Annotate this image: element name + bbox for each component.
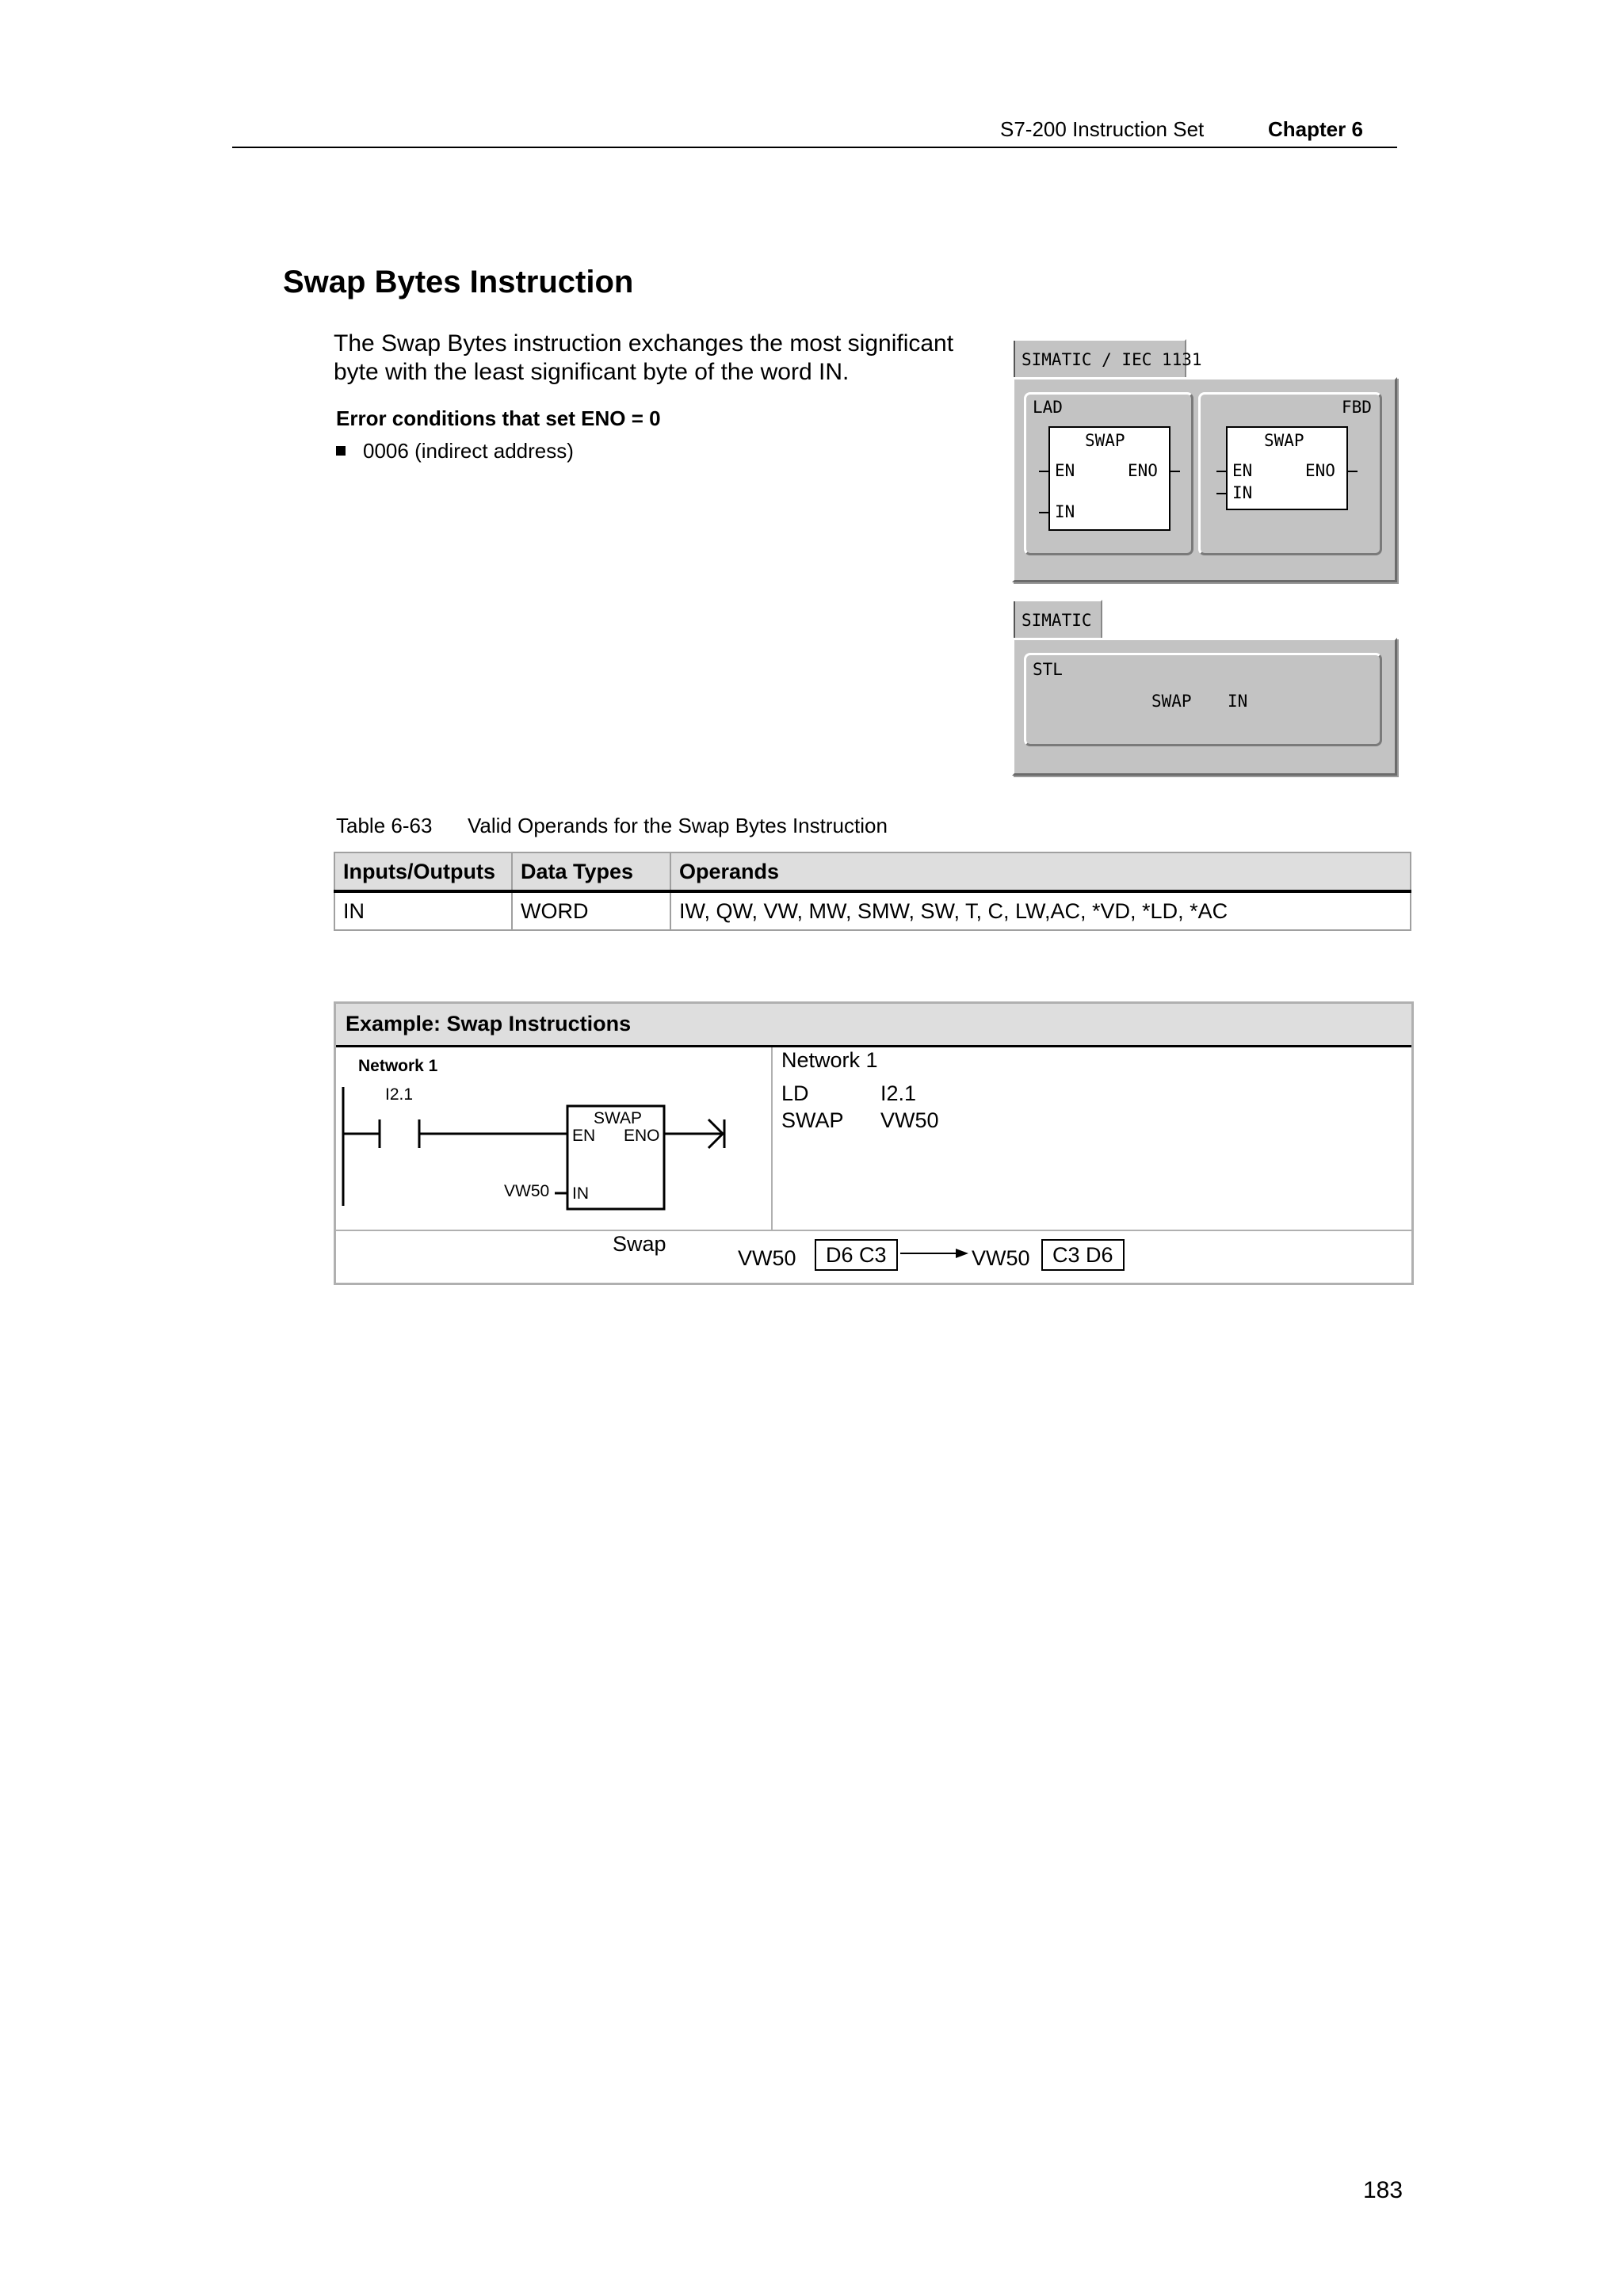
stl-figure-panel (1012, 638, 1397, 776)
arrow-right-icon (900, 1245, 970, 1261)
description: The Swap Bytes instruction exchanges the most significant byte with the least significant byte of the word IN. (334, 330, 954, 385)
stl-op: SWAP (1151, 692, 1192, 711)
fbd-box-in: IN (1232, 483, 1253, 502)
fbd-box-eno: ENO (1305, 461, 1335, 480)
lad-box-name: SWAP (1085, 431, 1125, 450)
lad-label: LAD (1033, 398, 1063, 417)
fbd-in-lead (1216, 493, 1228, 494)
table-cell: IN (334, 891, 512, 930)
stl-line-arg: VW50 (880, 1108, 939, 1132)
lad-box-eno: ENO (1128, 461, 1158, 480)
table-caption: Valid Operands for the Swap Bytes Instruction (468, 814, 888, 837)
error-conditions-title: Error conditions that set ENO = 0 (336, 406, 661, 430)
fbd-swap-box (1226, 426, 1348, 510)
lad-box-in: IN (572, 1184, 589, 1203)
table-header-cell: Operands (670, 852, 1411, 891)
lad-contact-label: I2.1 (385, 1085, 414, 1104)
fbd-en-lead (1216, 471, 1228, 472)
lad-box-en: EN (1055, 461, 1075, 480)
lad-en-lead (1039, 471, 1050, 472)
lad-swap-box (1048, 426, 1170, 531)
table-header-cell: Data Types (512, 852, 670, 891)
figure-panel (1012, 377, 1397, 582)
fbd-subpanel (1198, 392, 1382, 555)
header-section: S7-200 Instruction Set (1000, 117, 1205, 141)
before-address: VW50 (738, 1246, 796, 1270)
stl-line-op: LD (781, 1081, 809, 1105)
table-cell: WORD (512, 891, 670, 930)
lad-box-en: EN (572, 1127, 596, 1145)
lad-subpanel (1024, 392, 1193, 555)
before-value-box: D6 C3 (815, 1239, 898, 1271)
page-title: Swap Bytes Instruction (283, 265, 634, 299)
bullet-square-icon (336, 446, 346, 456)
table-header-row (334, 852, 1411, 891)
fbd-label: FBD (1342, 398, 1372, 417)
fbd-box-en: EN (1232, 461, 1253, 480)
example-title: Example: Swap Instructions (346, 1012, 632, 1035)
stl-label: STL (1033, 660, 1063, 679)
lad-network-label: Network 1 (358, 1057, 438, 1075)
fbd-box-name: SWAP (1264, 431, 1304, 450)
header-chapter: Chapter 6 (1268, 117, 1363, 141)
example-header (336, 1004, 1411, 1047)
lad-box-eno: ENO (624, 1127, 660, 1145)
figure-tab: SIMATIC / IEC 1131 (1012, 339, 1186, 380)
operands-table (334, 852, 1411, 931)
table-header-cell: Inputs/Outputs (334, 852, 512, 891)
fbd-eno-lead (1346, 471, 1358, 472)
example-box (334, 1001, 1414, 1285)
table-row (334, 891, 1411, 930)
after-address: VW50 (972, 1246, 1030, 1270)
example-column-divider (771, 1047, 773, 1230)
error-condition-item: 0006 (indirect address) (336, 439, 574, 463)
lad-rung-diagram (336, 1047, 771, 1230)
swap-illustration-label: Swap (613, 1232, 666, 1256)
table-number: Table 6-63 (336, 814, 433, 837)
header-rule (232, 147, 1397, 148)
table-cell: IW, QW, VW, MW, SMW, SW, T, C, LW,AC, *VD, *LD, *AC (670, 891, 1411, 930)
stl-figure-tab: SIMATIC (1012, 600, 1102, 641)
lad-eno-lead (1169, 471, 1180, 472)
lad-in-lead (1039, 512, 1050, 513)
stl-subpanel (1024, 653, 1382, 746)
after-value-box: C3 D6 (1041, 1239, 1125, 1271)
stl-line-arg: I2.1 (880, 1081, 917, 1105)
lad-box-in: IN (1055, 502, 1075, 521)
example-row-divider (336, 1230, 1411, 1231)
example-lad (336, 1047, 771, 1230)
stl-arg: IN (1228, 692, 1248, 711)
lad-box-name: SWAP (594, 1109, 643, 1127)
stl-network-label: Network 1 (781, 1048, 878, 1072)
page-number: 183 (1363, 2177, 1403, 2203)
lad-in-operand: VW50 (504, 1182, 550, 1200)
stl-line-op: SWAP (781, 1108, 844, 1132)
